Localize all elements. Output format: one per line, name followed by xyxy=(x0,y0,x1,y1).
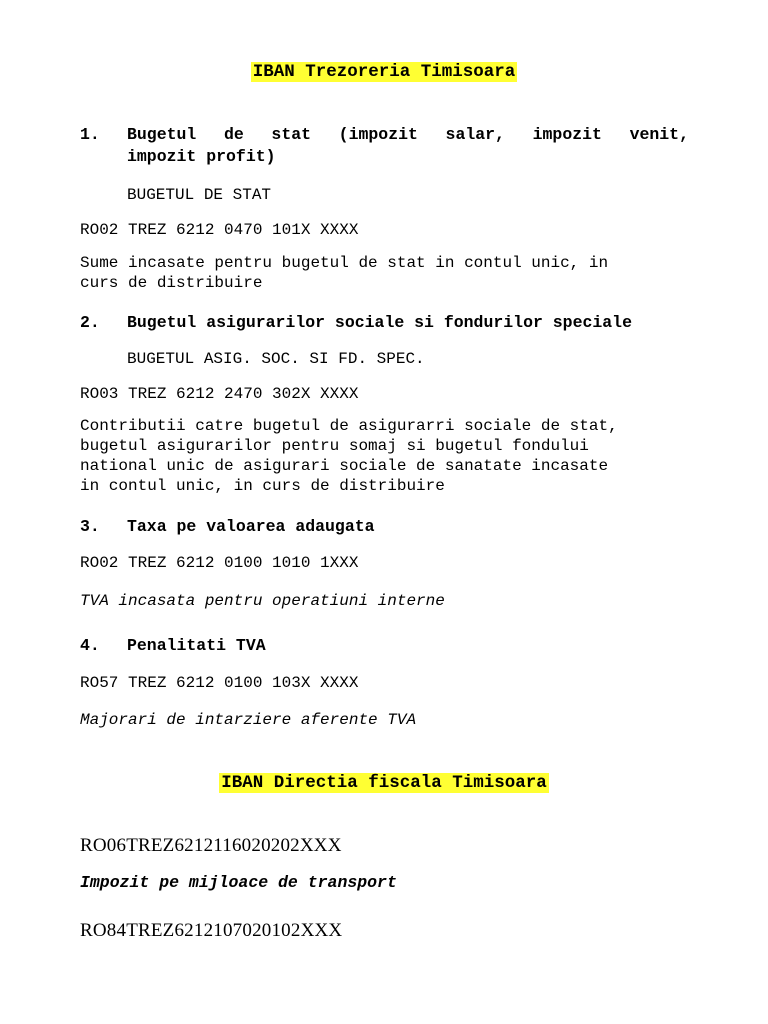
iban-code: RO84TREZ6212107020102XXX xyxy=(80,920,343,941)
item-heading: Taxa pe valoarea adaugata xyxy=(127,517,375,536)
iban-code: RO02 TREZ 6212 0100 1010 1XXX xyxy=(80,554,359,572)
item-description: Contributii catre bugetul de asigurarri sociale de stat, bugetul asigurarilor pentru somaj si bugetul fondului national unic de asigurari sociale de sanatate incasate in contul unic, in curs de distribuire xyxy=(80,417,618,495)
account-name: BUGETUL ASIG. SOC. SI FD. SPEC. xyxy=(127,350,425,368)
section-title-directia-fiscala xyxy=(0,773,768,793)
iban-code: RO06TREZ6212116020202XXX xyxy=(80,835,342,856)
item-heading: Bugetul asigurarilor sociale si fondurilor speciale xyxy=(127,313,632,332)
highlighted-title-text: IBAN Trezoreria Timisoara xyxy=(252,62,516,82)
item-description: Majorari de intarziere aferente TVA xyxy=(80,711,417,729)
item-number: 4. xyxy=(80,636,100,655)
iban-code: RO57 TREZ 6212 0100 103X XXXX xyxy=(80,674,359,692)
highlighted-title-text: IBAN Directia fiscala Timisoara xyxy=(221,773,547,793)
item-heading-line: impozit profit) xyxy=(127,147,276,166)
item-heading-line: Bugetul de stat (impozit salar, impozit venit, xyxy=(127,125,689,144)
item-number: 2. xyxy=(80,313,100,332)
account-name: BUGETUL DE STAT xyxy=(127,186,272,204)
item-description: TVA incasata pentru operatiuni interne xyxy=(80,592,445,610)
item-number: 1. xyxy=(80,125,100,144)
item-description: Sume incasate pentru bugetul de stat in contul unic, in curs de distribuire xyxy=(80,254,609,292)
iban-code: RO03 TREZ 6212 2470 302X XXXX xyxy=(80,385,359,403)
entry-description: Impozit pe mijloace de transport xyxy=(80,873,397,892)
item-number: 3. xyxy=(80,517,100,536)
section-title-trezoreria xyxy=(0,62,768,82)
item-heading: Penalitati TVA xyxy=(127,636,266,655)
iban-code: RO02 TREZ 6212 0470 101X XXXX xyxy=(80,221,359,239)
